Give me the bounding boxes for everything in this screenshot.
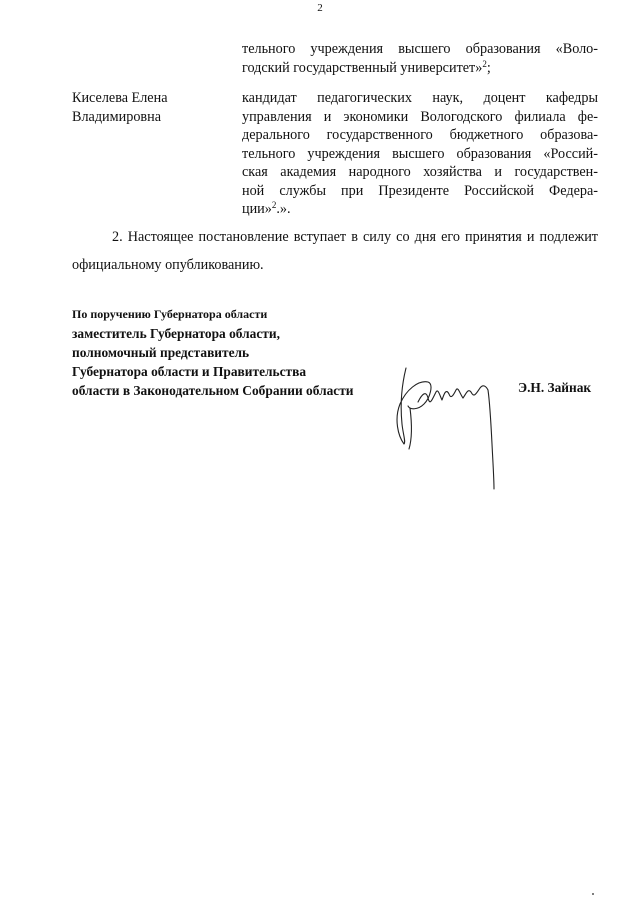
description-line: дерального государственного бюджетного образова- bbox=[242, 127, 598, 143]
footnote-ref: 2 bbox=[271, 200, 277, 210]
member-name-line: Владимировна bbox=[72, 108, 161, 125]
description-line: тельного учреждения высшего образования «Россий- bbox=[242, 145, 598, 162]
description-line: ская академия народного хозяйства и государствен- bbox=[242, 164, 598, 180]
member-name-line: Киселева Елена bbox=[72, 90, 168, 106]
page-speck bbox=[592, 893, 594, 895]
continuation-line bbox=[242, 59, 598, 78]
member-name bbox=[72, 89, 232, 126]
description-line: ной службы при Президенте Российской Федера- bbox=[242, 182, 598, 199]
signature-line: полномочный представитель bbox=[72, 345, 250, 360]
paragraph-2: 2. Настоящее постановление вступает в силу со дня его принятия и подлежит официальному опубликованию. bbox=[72, 229, 598, 273]
member-description bbox=[242, 89, 598, 219]
signature-line: области в Законодательном Собрании области bbox=[72, 383, 354, 398]
handwritten-signature bbox=[388, 364, 508, 494]
description-line bbox=[242, 200, 598, 219]
signature-line: По поручению Губернатора области bbox=[72, 307, 268, 321]
continuation-line-text: годский государственный университет» bbox=[242, 59, 483, 76]
signature-line: заместитель Губернатора области, bbox=[72, 326, 280, 341]
description-suffix: .». bbox=[276, 201, 291, 217]
description-line: кандидат педагогических наук, доцент кафедры bbox=[242, 90, 598, 106]
continuation-line: тельного учреждения высшего образования «Воло- bbox=[242, 41, 598, 57]
footnote-ref: 2 bbox=[482, 58, 487, 69]
signer-name: Э.Н. Зайнак bbox=[518, 380, 592, 395]
description-line: управления и экономики Вологодского филиала фе- bbox=[242, 108, 598, 125]
signature-line: Губернатора области и Правительства bbox=[72, 364, 307, 379]
continuation-text bbox=[242, 40, 598, 77]
page-number: 2 bbox=[317, 2, 323, 14]
description-line-text: ции» bbox=[242, 201, 272, 217]
continuation-suffix: ; bbox=[486, 59, 491, 76]
